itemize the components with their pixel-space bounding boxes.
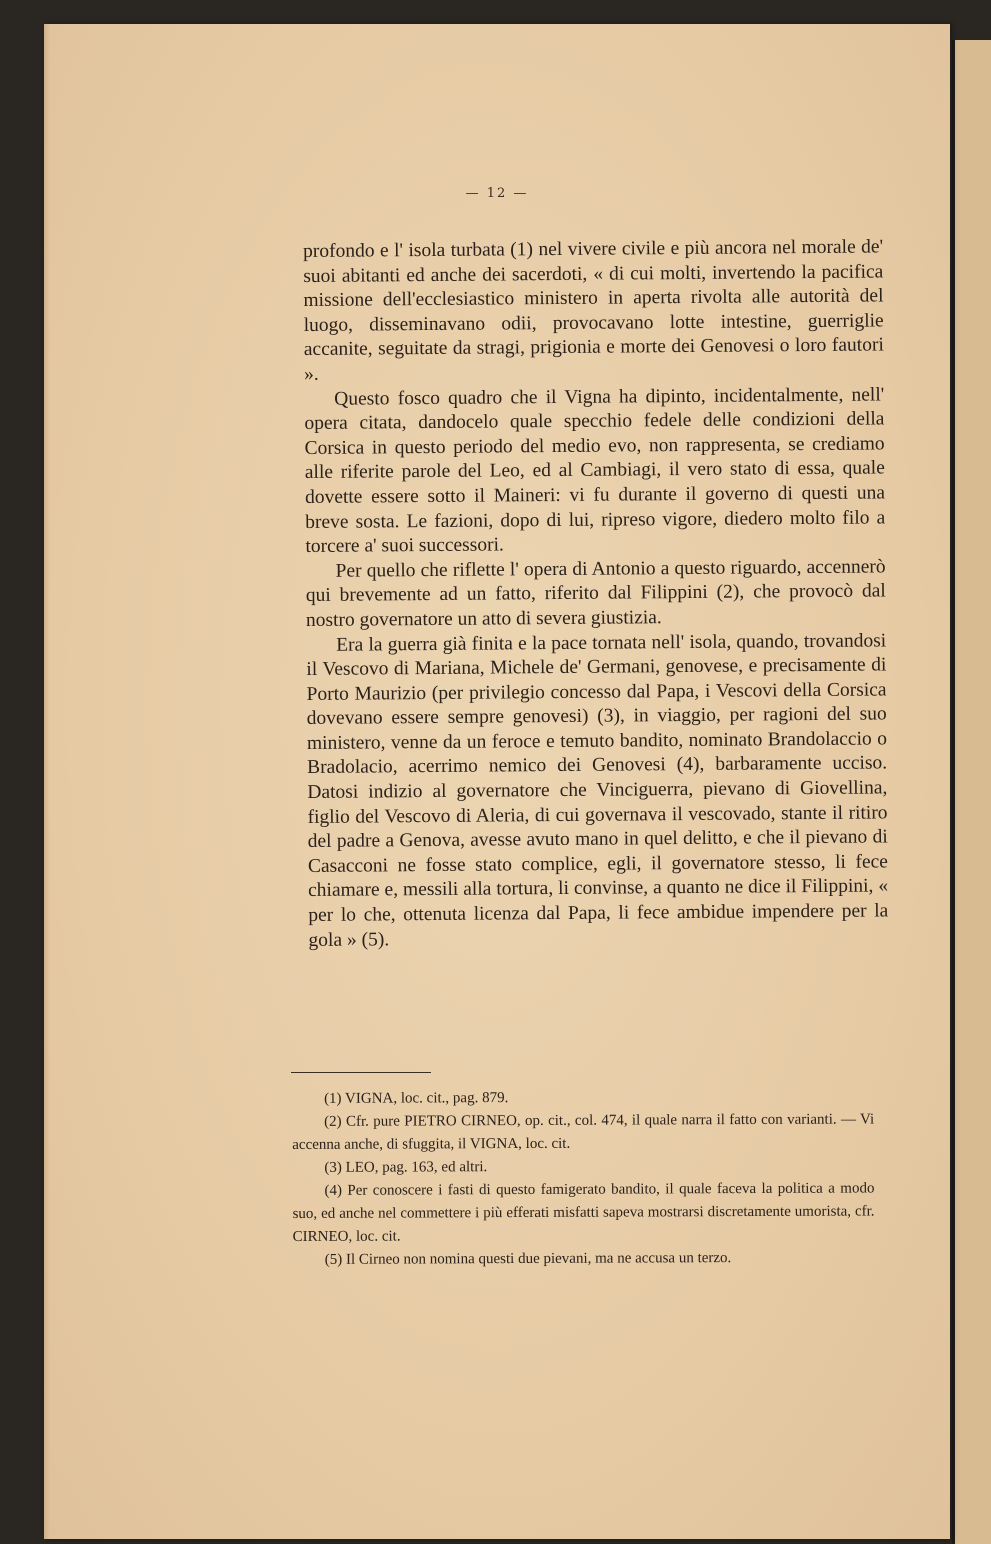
paragraph: Era la guerra già finita e la pace tornata nell' isola, quando, trovandosi il Vescovo di Mariana, Michele de' Germani, genovese, e precisamente di Porto Maurizio (per privilegio concesso dal Papa, i Vescovi della Corsica dovevano essere sempre genovesi) (3), in viaggio, per ragioni del suo ministero, venne da un feroce e temuto bandito, nominato Brandolaccio o Bradolacio, acerrimo nemico dei Genovesi (4), barbaramente ucciso. Datosi indizio al governatore che Vinciguerra, pievano di Giovellina, figlio del Vescovo di Aleria, di cui governava il vescovado, stante il ritiro del padre a Genova, avesse avuto mano in quel delitto, e che il pievano di Casacconi ne fosse stato complice, egli, il governatore stesso, li fece chiamare e, messili alla tortura, li convinse, a quanto ne dice il Filippini, « per lo che, ottenuta licenza dal Papa, li fece ambidue impendere per la gola » (5). [306, 629, 889, 951]
paragraph: Per quello che riflette l' opera di Antonio a questo riguardo, accennerò qui brevemente ad un fatto, riferito dal Filippini (2), che provocò dal nostro governatore un atto di severa giustizia. [305, 556, 886, 631]
footnote: (1) VIGNA, loc. cit., pag. 879. [324, 1090, 509, 1107]
footnote: (4) Per conoscere i fasti di questo famigerato bandito, il quale faceva la politica a modo suo, ed anche nel commettere i più efferati misfatti sapeva mostrarsi discretamente umorista, cfr. CIRNEO, loc. cit. [292, 1180, 875, 1245]
footnote: (3) LEO, pag. 163, ed altri. [324, 1159, 488, 1176]
paragraph: profondo e l' isola turbata (1) nel vivere civile e più ancora nel morale de' suoi abitanti ed anche dei sacerdoti, « di cui molti, invertendo la pacifica missione dell'ecclesiastico ministero in aperta rivolta alle autorità del luogo, disseminavano odii, provocavano lotte intestine, guerriglie accanite, seguitate da stragi, prigionia e morte dei Genovesi o loro fautori ». [303, 236, 884, 385]
footnote-separator [291, 1072, 431, 1073]
book-page [44, 24, 950, 1539]
page-number: — 12 — [465, 186, 529, 201]
facing-page-edge [952, 40, 991, 1544]
page-binding-shadow [44, 24, 50, 1539]
footnotes [292, 1085, 875, 1272]
paragraph: Questo fosco quadro che il Vigna ha dipinto, incidentalmente, nell' opera citata, dandocelo quale specchio fedele delle condizioni della Corsica in questo periodo del medio evo, non rappresenta, se crediamo alle riferite parole del Leo, ed al Cambiagi, il vero stato di essa, quale dovette essere sotto il Maineri: vi fu durante il governo di questi una breve sosta. Le fazioni, dopo di lui, ripreso vigore, diedero molto filo a torcere a' suoi successori. [304, 384, 886, 558]
body-text [303, 235, 889, 953]
footnote: (2) Cfr. pure PIETRO CIRNEO, op. cit., col. 474, il quale narra il fatto con varianti. — Vi accenna anche, di sfuggita, il VIGNA, loc. cit. [292, 1111, 875, 1153]
footnote: (5) Il Cirneo non nomina questi due pievani, ma ne accusa un terzo. [324, 1250, 732, 1268]
